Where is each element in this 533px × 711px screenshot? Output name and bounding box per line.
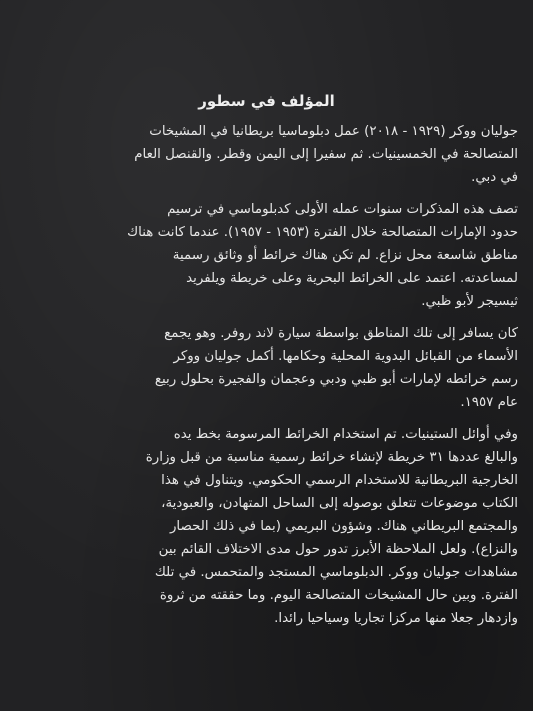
text-line: عام ١٩٥٧. [460,395,518,410]
text-line: والمجتمع البريطاني هناك. وشؤون البريمي (بما في ذلك الحصار [169,519,518,534]
text-line: كان يسافر إلى تلك المناطق بواسطة سيارة لاند روفر. وهو يجمع [164,326,518,341]
text-line: لمساعدته. اعتمد على الخرائط البحرية وعلى خريطة ويلفريد [186,271,518,286]
text-line: الخارجية البريطانية للاستخدام الرسمي الحكومي. ويتناول في هذا [161,473,518,488]
text-line: حدود الإمارات المتصالحة خلال الفترة (١٩٥٣ - ١٩٥٧). عندما كانت هناك [127,225,518,240]
body-text [18,120,518,630]
paragraph [18,423,518,630]
text-line: مناطق شاسعة محل نزاع. لم تكن هناك خرائط أو وثائق رسمية [172,248,518,263]
text-line: رسم خرائطه لإمارات أبو ظبي ودبي وعجمان والفجيرة بحلول ربيع [154,372,518,387]
paragraph [18,322,518,414]
text-line: مشاهدات جوليان ووكر. الدبلوماسي المستجد والمتحمس. في تلك [154,565,518,580]
text-line: الفترة. وبين حال المشيخات المتصالحة اليوم. وما حققته من ثروة [159,588,518,603]
section-heading: المؤلف في سطور [198,92,335,110]
text-line: وازدهار جعلا منها مركزا تجاريا وسياحيا رائدا. [274,611,518,626]
text-line: المتصالحة في الخمسينيات. ثم سفيرا إلى اليمن وقطر. والقنصل العام [134,147,518,162]
text-line: في دبي. [471,170,518,185]
text-line: جوليان ووكر (١٩٢٩ - ٢٠١٨) عمل دبلوماسيا بريطانيا في المشيخات [149,124,518,139]
paragraph [18,120,518,189]
text-line: الكتاب موضوعات تتعلق بوصوله إلى الساحل المتهادن، والعبودية، [161,496,518,511]
text-line: والنزاع). ولعل الملاحظة الأبرز تدور حول مدى الاختلاف القائم بين [158,542,518,557]
text-line: والبالغ عددها ٣١ خريطة لإنشاء خرائط رسمية مناسبة من قبل وزارة [145,450,518,465]
text-line: تصف هذه المذكرات سنوات عمله الأولى كدبلوماسي في ترسيم [167,202,518,217]
text-line: وفي أوائل الستينيات. تم استخدام الخرائط المرسومة بخط يده [173,427,518,442]
paragraph [18,198,518,313]
text-line: الأسماء من القبائل البدوية المحلية وحكامها. أكمل جوليان ووكر [173,349,518,364]
text-line: ثيسيجر لأبو ظبي. [421,294,518,309]
